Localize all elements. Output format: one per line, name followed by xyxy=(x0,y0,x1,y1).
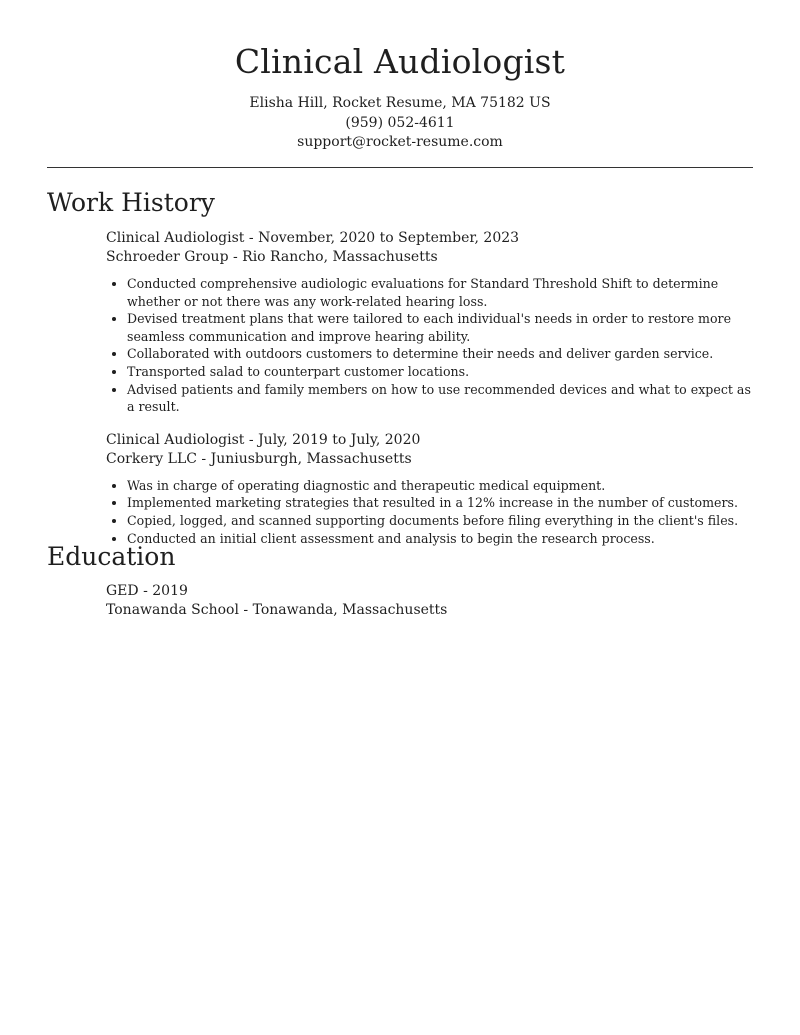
job-entry xyxy=(106,431,753,547)
job-location: - Rio Rancho, Massachusetts xyxy=(228,249,438,265)
work-history-section xyxy=(47,188,753,547)
degree: GED xyxy=(106,583,139,599)
job-dates: - July, 2019 to July, 2020 xyxy=(244,431,421,448)
job-company-line xyxy=(106,248,753,267)
job-bullet: • Devised treatment plans that were tailored to each individual's needs in order to restore more seamless communication and improve hearing ability. xyxy=(127,310,753,345)
school-name: Tonawanda School xyxy=(106,602,239,618)
school-line xyxy=(106,601,753,620)
job-company: Corkery LLC xyxy=(106,450,197,467)
education-heading: Education xyxy=(47,542,176,571)
job-location: - Juniusburgh, Massachusetts xyxy=(196,450,412,467)
job-company-line xyxy=(106,450,753,469)
contact-info xyxy=(0,94,800,153)
education-entry xyxy=(106,582,753,620)
job-title-line xyxy=(106,431,753,450)
contact-address: Elisha Hill, Rocket Resume, MA 75182 US xyxy=(249,95,551,111)
job-title-line xyxy=(106,229,753,248)
job-bullet: • Conducted an initial client assessment and analysis to begin the research process. xyxy=(127,530,753,548)
education-section xyxy=(47,542,753,620)
resume-title: Clinical Audiologist xyxy=(234,42,566,81)
contact-email: support@rocket-resume.com xyxy=(297,134,503,150)
contact-phone: (959) 052-4611 xyxy=(345,114,455,131)
job-bullet: • Copied, logged, and scanned supporting documents before filing everything in the client's files. xyxy=(127,512,753,530)
job-title: Clinical Audiologist xyxy=(106,431,245,448)
job-bullet: • Implemented marketing strategies that resulted in a 12% increase in the number of customers. xyxy=(127,494,753,512)
job-bullet: • Was in charge of operating diagnostic and therapeutic medical equipment. xyxy=(127,477,753,495)
job-bullet: • Collaborated with outdoors customers to determine their needs and deliver garden service. xyxy=(127,345,753,363)
job-company: Schroeder Group xyxy=(106,249,229,265)
job-dates: - November, 2020 to September, 2023 xyxy=(244,230,520,246)
job-bullet: • Transported salad to counterpart customer locations. xyxy=(127,363,753,381)
school-location: - Tonawanda, Massachusetts xyxy=(238,602,448,618)
header-divider xyxy=(47,167,753,168)
job-bullets xyxy=(106,477,753,547)
resume-header xyxy=(0,0,800,153)
job-bullet: • Advised patients and family members on how to use recommended devices and what to expect as a result. xyxy=(127,381,753,416)
job-title: Clinical Audiologist xyxy=(106,230,245,246)
job-entry xyxy=(106,229,753,416)
degree-line xyxy=(106,582,753,601)
job-bullet: • Conducted comprehensive audiologic evaluations for Standard Threshold Shift to determine whether or not there was any work-related hearing loss. xyxy=(127,275,753,310)
job-bullets xyxy=(106,275,753,416)
work-history-heading: Work History xyxy=(47,188,215,217)
degree-year: - 2019 xyxy=(138,583,188,599)
